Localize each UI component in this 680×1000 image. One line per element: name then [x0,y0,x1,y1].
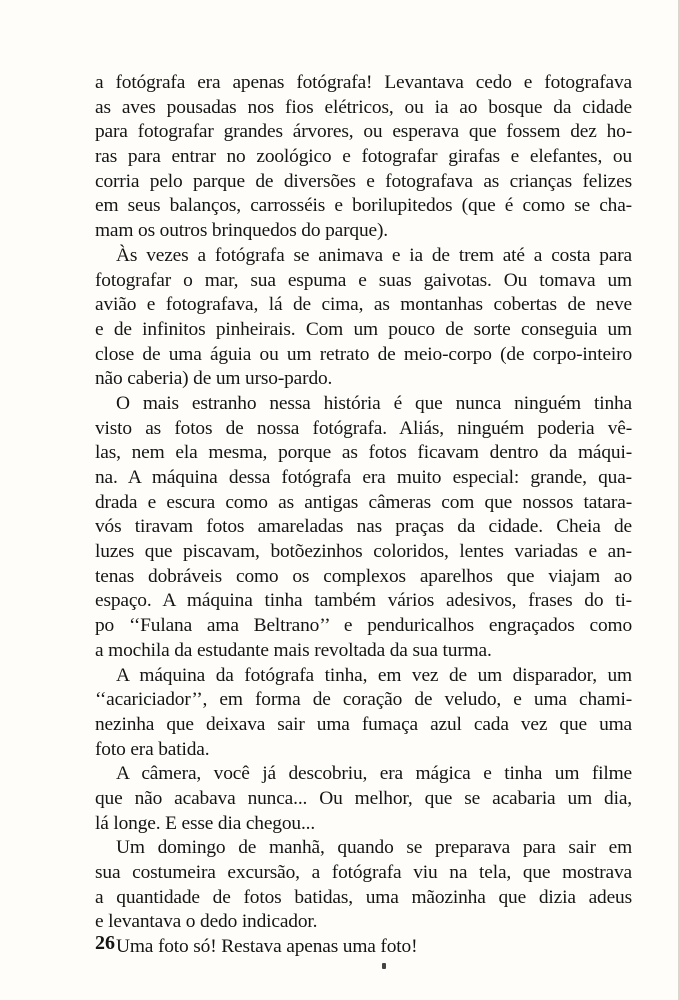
text-line: vós tiravam fotos amareladas nas praças da cidade. Cheia de [95,516,632,538]
text-line: avião e fotografava, lá de cima, as montanhas cobertas de neve [95,294,632,316]
text-line: Às vezes a fotógrafa se animava e ia de trem até a costa para [116,244,632,266]
text-line: para fotografar grandes árvores, ou esperava que fossem dez ho- [95,121,632,143]
text-line: na. A máquina dessa fotógrafa era muito especial: grande, qua- [95,467,632,488]
text-line: ras para entrar no zoológico e fotografar girafas e elefantes, ou [95,146,632,168]
text-line: visto as fotos de nossa fotógrafa. Aliás, ninguém poderia vê- [95,417,632,439]
text-line: lá longe. E esse dia chegou... [95,812,316,834]
page-number: 26 [95,932,115,954]
text-line: drada e escura como as antigas câmeras com que nossos tatara- [95,491,632,513]
text-line: las, nem ela mesma, porque as fotos ficavam dentro da máqui- [95,442,632,464]
text-line: A máquina da fotógrafa tinha, em vez de um disparador, um [116,664,632,686]
text-line: que não acabava nunca... Ou melhor, que se acabaria um dia, [95,787,632,809]
text-line: a fotógrafa era apenas fotógrafa! Levantava cedo e fotografava [95,72,632,93]
text-line: fotografar o mar, sua espuma e suas gaivotas. Ou tomava um [95,269,632,291]
text-line: a mochila da estudante mais revoltada da sua turma. [95,639,492,661]
text-line: sua costumeira excursão, a fotógrafa viu na tela, que mostrava [95,862,632,883]
text-line: Um domingo de manhã, quando se preparava para sair em [116,837,632,859]
body-text [95,71,632,960]
text-line: nezinha que deixava sair uma fumaça azul cada vez que uma [95,713,632,735]
text-line: ‘‘acariciador’’, em forma de coração de veludo, e uma chami- [95,689,632,711]
text-line: as aves pousadas nos fios elétricos, ou ia ao bosque da cidade [95,96,632,118]
text-line: luzes que piscavam, botõezinhos coloridos, lentes variadas e an- [95,541,632,563]
text-line: Uma foto só! Restava apenas uma foto! [116,936,418,958]
text-line: espaço. A máquina tinha também vários adesivos, frases do ti- [95,590,632,612]
text-line: po ‘‘Fulana ama Beltrano’’ e penduricalhos engraçados como [95,615,632,637]
print-mark [382,963,386,969]
text-line: em seus balanços, carrosséis e borilupitedos (que é como se cha- [95,195,632,217]
text-line: foto era batida. [95,738,210,760]
text-line: A câmera, você já descobriu, era mágica e tinha um filme [116,763,632,785]
text-line: corria pelo parque de diversões e fotografava as crianças felizes [95,170,632,192]
text-line: não caberia) de um urso-pardo. [95,368,333,390]
text-line: O mais estranho nessa história é que nunca ninguém tinha [116,392,632,414]
text-line: mam os outros brinquedos do parque). [95,220,388,242]
text-line: a quantidade de fotos batidas, uma mãozinha que dizia adeus [95,886,632,908]
text-line: e de infinitos pinheirais. Com um pouco de sorte conseguia um [95,318,632,340]
text-line: tenas dobráveis como os complexos aparelhos que viajam ao [95,565,632,587]
text-line: close de uma águia ou um retrato de meio-corpo (de corpo-inteiro [95,343,632,365]
text-line: e levantava o dedo indicador. [95,911,318,933]
